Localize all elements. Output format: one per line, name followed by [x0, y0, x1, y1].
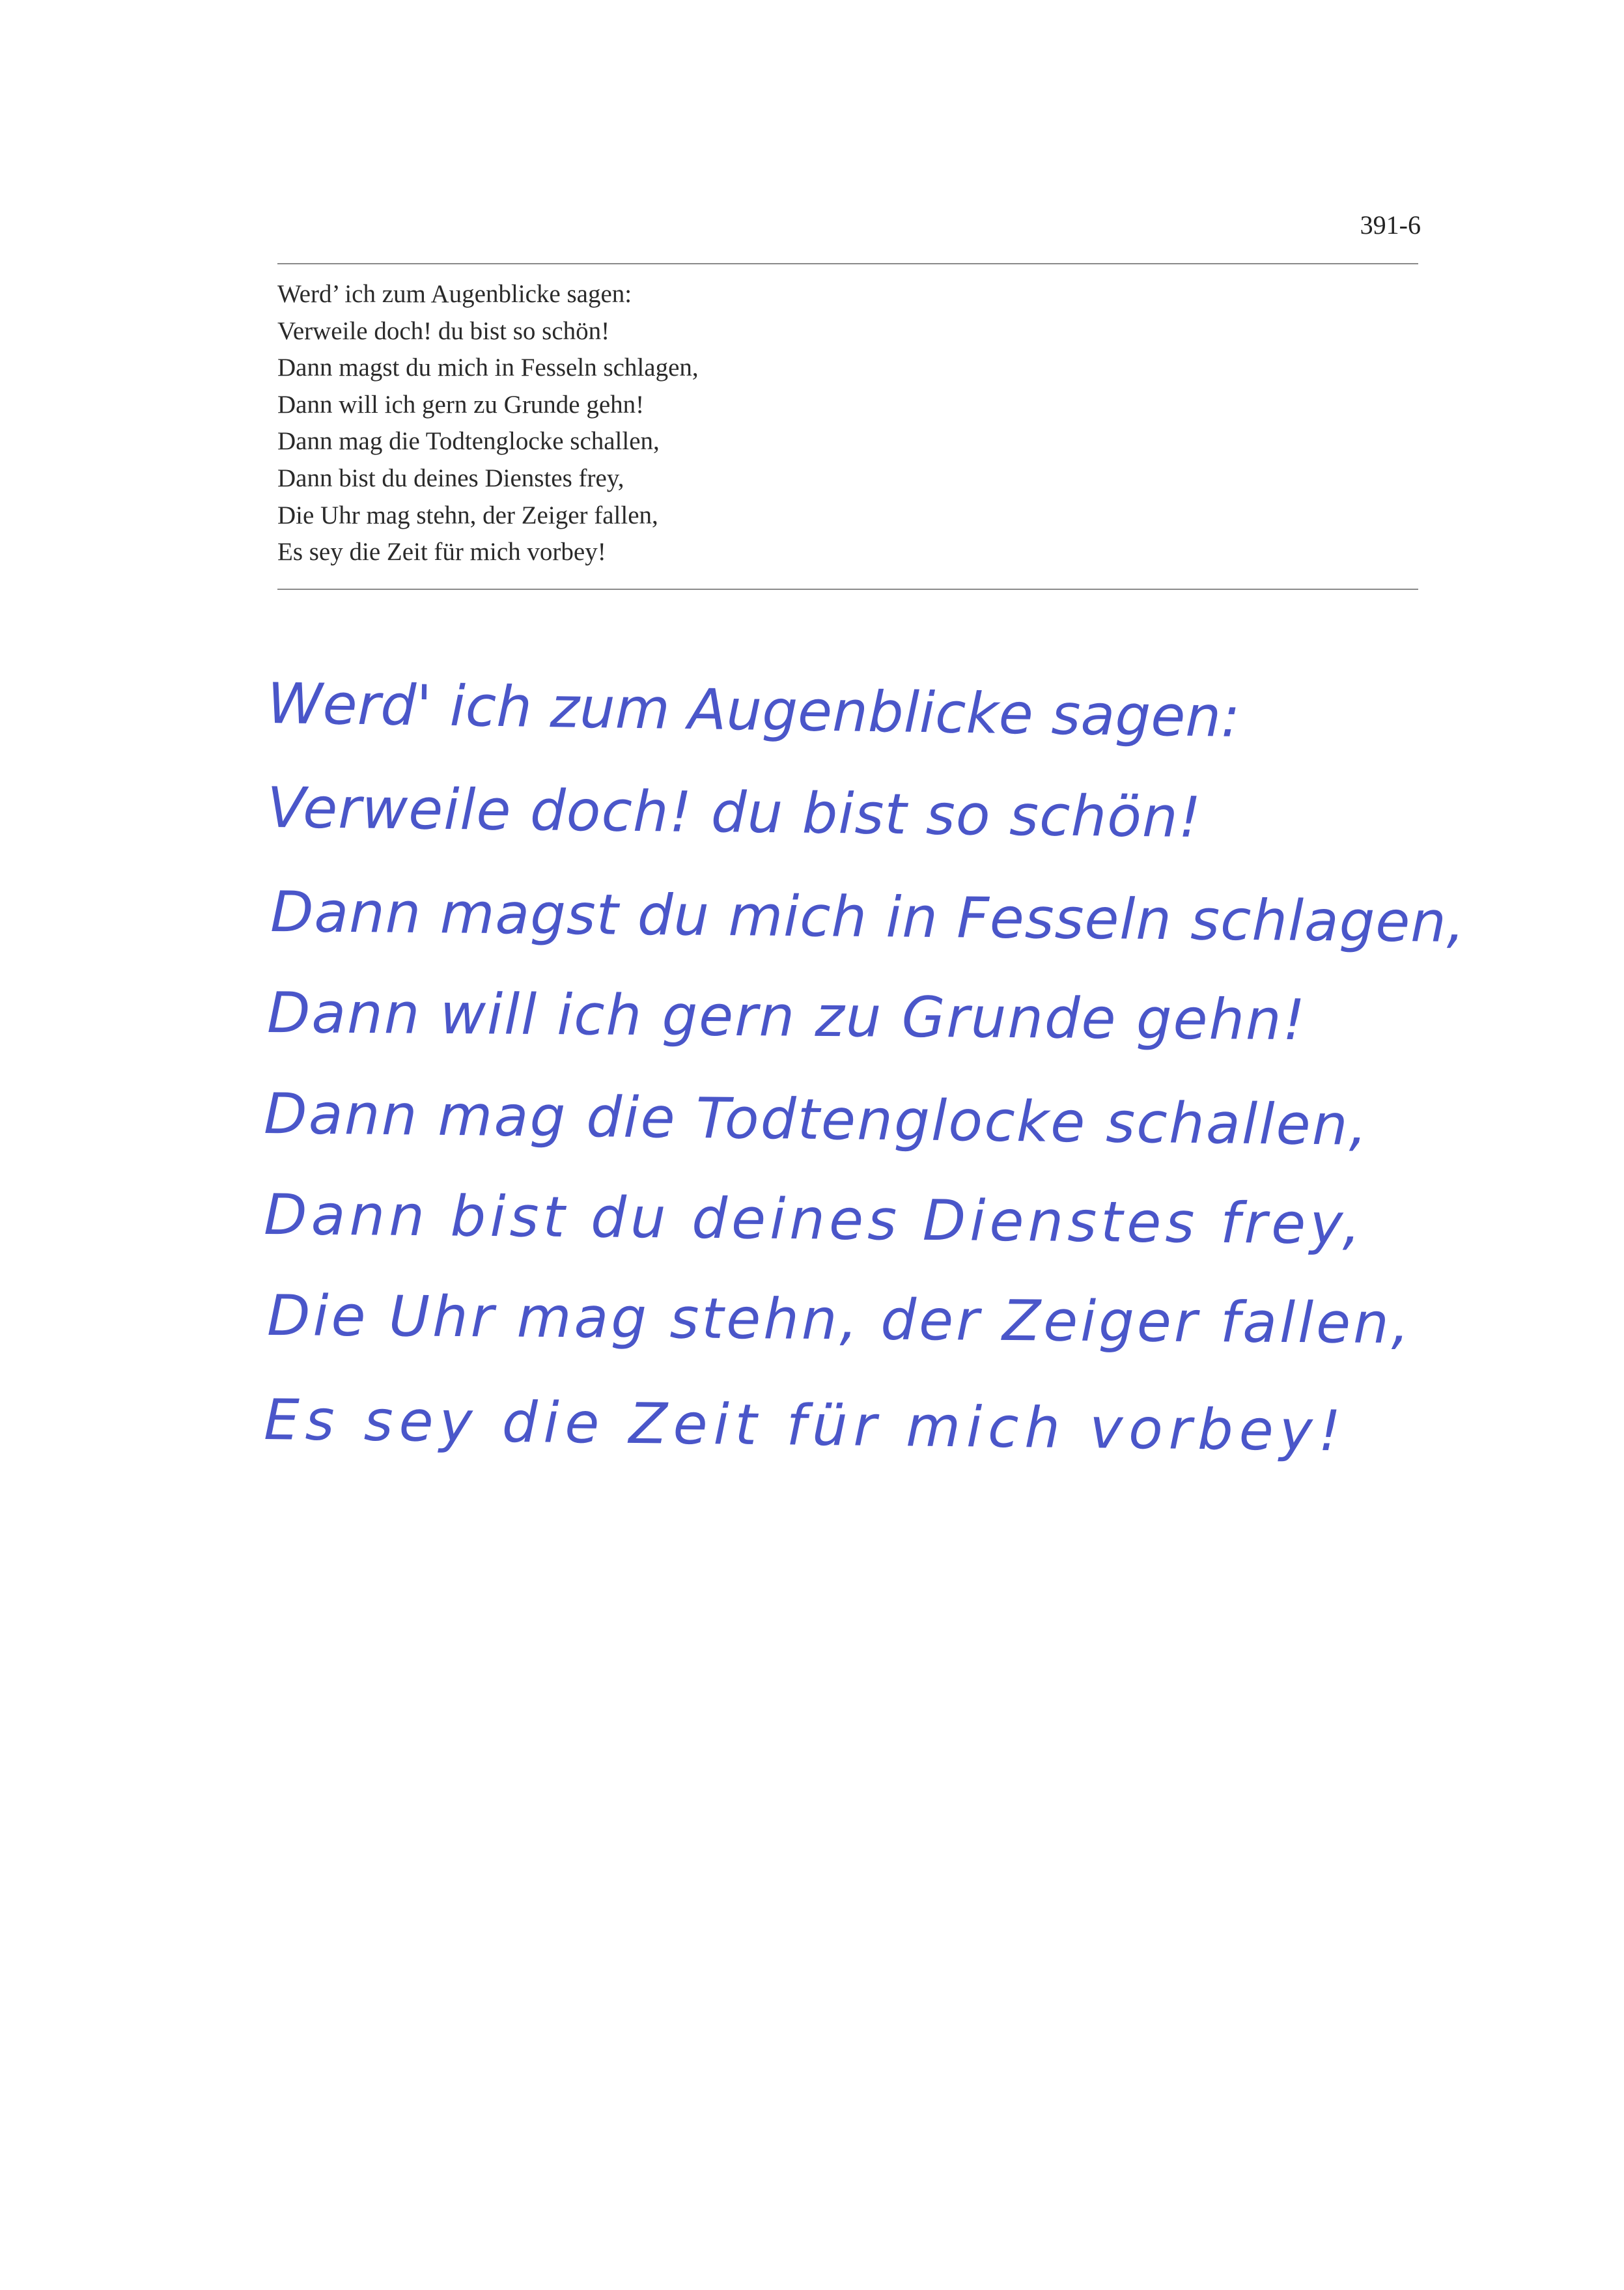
handwritten-line: Verweile doch! du bist so schön!: [266, 775, 1205, 851]
handwriting-canvas: [254, 651, 1491, 1530]
handwritten-line: Dann bist du deines Dienstes frey,: [263, 1182, 1365, 1257]
handwritten-line: Die Uhr mag stehn, der Zeiger fallen,: [266, 1283, 1414, 1357]
printed-line: Werd’ ich zum Augenblicke sagen:: [277, 280, 632, 308]
printed-line: Es sey die Zeit für mich vorbey!: [277, 538, 606, 566]
handwritten-line: Dann magst du mich in Fesseln schlagen,: [270, 880, 1469, 956]
bottom-rule: [277, 589, 1418, 590]
handwritten-line: Werd' ich zum Augenblicke sagen:: [266, 671, 1244, 750]
printed-line: Verweile doch! du bist so schön!: [277, 316, 610, 345]
handwritten-line: Dann mag die Todtenglocke schallen,: [263, 1082, 1371, 1158]
page-number: 391-6: [1360, 210, 1421, 240]
printed-poem: [277, 276, 1384, 571]
printed-line: Dann will ich gern zu Grunde gehn!: [277, 390, 645, 419]
handwritten-poem: [254, 651, 1491, 1530]
printed-line: Dann bist du deines Dienstes frey,: [277, 464, 624, 492]
printed-line: Dann mag die Todtenglocke schallen,: [277, 427, 660, 456]
printed-line: Dann magst du mich in Fesseln schlagen,: [277, 354, 699, 382]
handwritten-line: Dann will ich gern zu Grunde gehn!: [266, 981, 1309, 1054]
printed-line: Die Uhr mag stehn, der Zeiger fallen,: [277, 501, 658, 529]
handwritten-line: Es sey die Zeit für mich vorbey!: [263, 1388, 1345, 1464]
top-rule: [277, 263, 1418, 264]
